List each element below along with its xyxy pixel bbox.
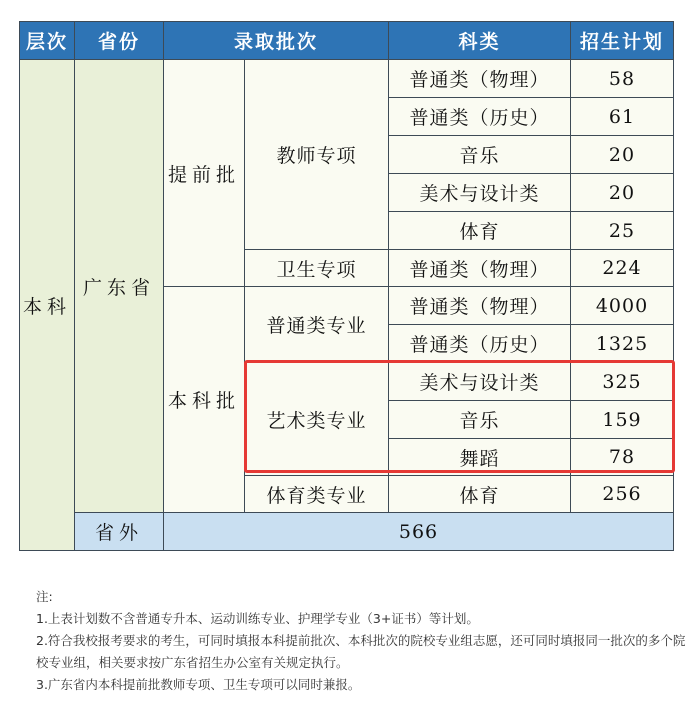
notes — [14, 586, 686, 696]
subject-cell: 美术与设计类 — [388, 362, 571, 401]
subject-cell: 普通类（历史） — [388, 97, 571, 136]
subject-cell: 美术与设计类 — [388, 173, 571, 212]
header-batch: 录取批次 — [163, 21, 389, 60]
plan-cell: 4000 — [570, 286, 674, 325]
subject-cell: 普通类（物理） — [388, 249, 571, 287]
subject-cell: 音乐 — [388, 135, 571, 174]
subject-cell: 舞蹈 — [388, 438, 571, 476]
group-general: 普通类专业 — [244, 286, 389, 363]
subject-cell: 普通类（物理） — [388, 286, 571, 325]
outside-label: 省外 — [74, 512, 164, 551]
subject-cell: 普通类（历史） — [388, 324, 571, 363]
note-item: 3.广东省内本科提前批教师专项、卫生专项可以同时兼报。 — [36, 677, 361, 692]
plan-cell: 325 — [570, 362, 674, 401]
plan-cell: 25 — [570, 211, 674, 250]
plan-cell: 61 — [570, 97, 674, 136]
note-item: 1.上表计划数不含普通专升本、运动训练专业、护理学专业（3+证书）等计划。 — [36, 611, 479, 626]
plan-cell: 20 — [570, 135, 674, 174]
admission-plan-table — [19, 21, 674, 551]
plan-cell: 256 — [570, 475, 674, 513]
header-level: 层次 — [19, 21, 75, 60]
subject-cell: 普通类（物理） — [388, 59, 571, 98]
notes-title: 注: — [36, 589, 53, 604]
level-cell: 本科 — [19, 59, 75, 551]
plan-cell: 1325 — [570, 324, 674, 363]
header-province: 省份 — [74, 21, 164, 60]
batch-undergraduate: 本科批 — [163, 286, 245, 513]
header-plan: 招生计划 — [570, 21, 674, 60]
province-cell: 广东省 — [74, 59, 164, 513]
group-health: 卫生专项 — [244, 249, 389, 287]
note-item: 2.符合我校报考要求的考生，可同时填报本科提前批次、本科批次的院校专业组志愿，还可同时填报同一批次的多个院校专业组，相关要求按广东省招生办公室有关规定执行。 — [36, 633, 686, 670]
group-teacher: 教师专项 — [244, 59, 389, 250]
plan-cell: 78 — [570, 438, 674, 476]
plan-cell: 159 — [570, 400, 674, 439]
header-subject: 科类 — [388, 21, 571, 60]
plan-cell: 58 — [570, 59, 674, 98]
outside-plan: 566 — [163, 512, 674, 551]
group-sports: 体育类专业 — [244, 475, 389, 513]
subject-cell: 体育 — [388, 211, 571, 250]
subject-cell: 音乐 — [388, 400, 571, 439]
plan-cell: 20 — [570, 173, 674, 212]
subject-cell: 体育 — [388, 475, 571, 513]
group-arts: 艺术类专业 — [244, 362, 389, 476]
batch-early: 提前批 — [163, 59, 245, 287]
plan-cell: 224 — [570, 249, 674, 287]
